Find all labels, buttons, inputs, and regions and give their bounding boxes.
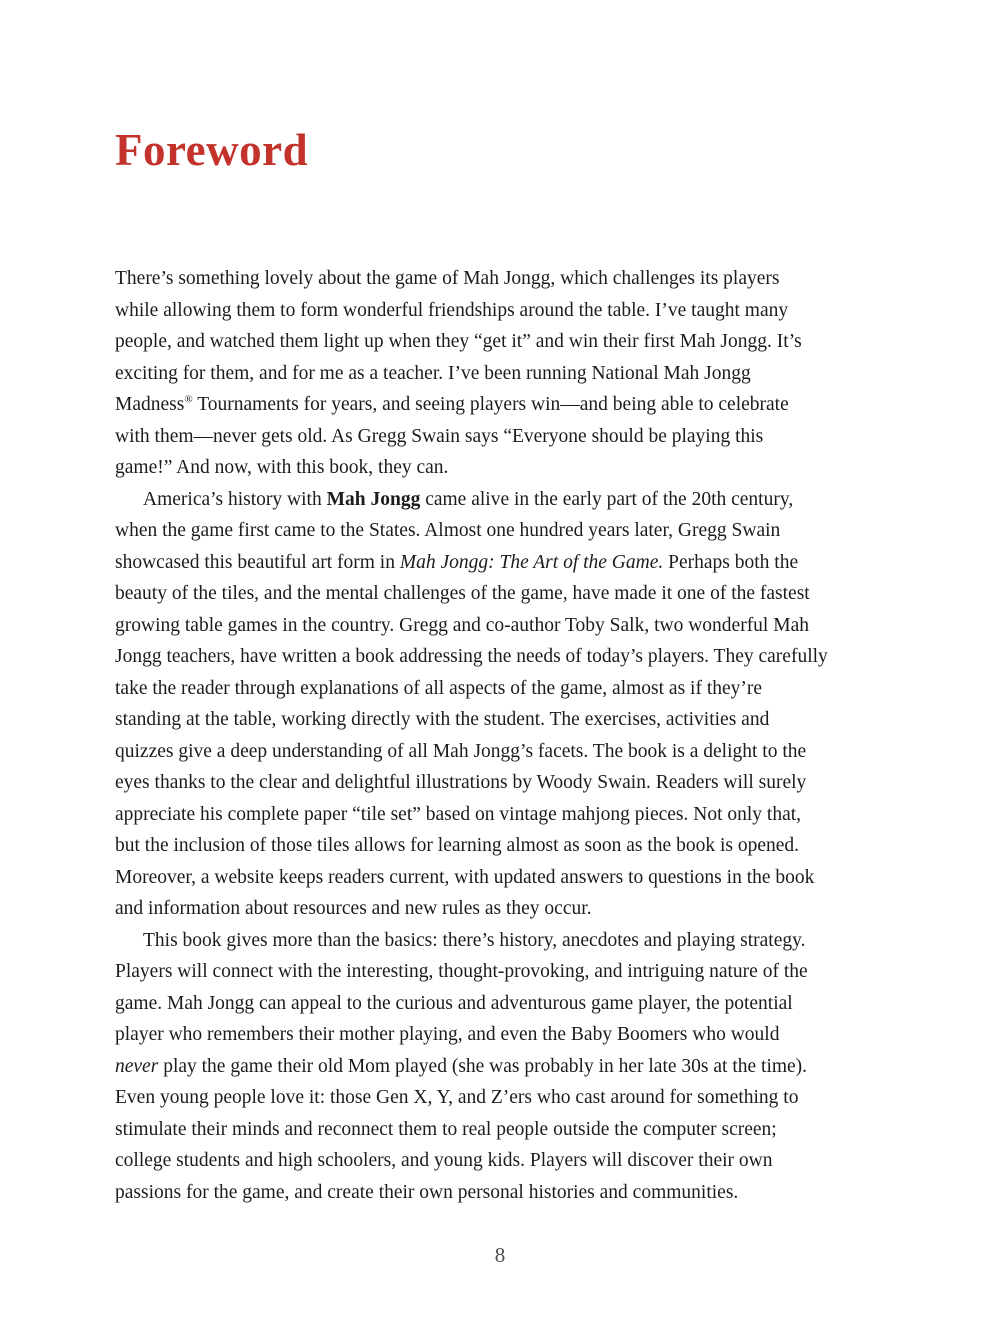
text-line: beauty of the tiles, and the mental challenges of the game, have made it one of the fastest: [115, 583, 810, 604]
text-line: take the reader through explanations of all aspects of the game, almost as if they’re: [115, 677, 763, 699]
text-line: and information about resources and new rules as they occur.: [115, 898, 592, 919]
page-title: Foreword: [115, 125, 309, 175]
text-line: people, and watched them light up when they “get it” and win their first Mah Jongg. It’s: [115, 331, 802, 352]
page-number: 8: [494, 1243, 506, 1267]
text-line: There’s something lovely about the game of Mah Jongg, which challenges its players: [115, 268, 780, 289]
text-line: Moreover, a website keeps readers current, with updated answers to questions in the book: [115, 866, 815, 888]
text-line: growing table games in the country. Gregg and co-author Toby Salk, two wonderful Mah: [115, 614, 809, 636]
text-line: when the game first came to the States. Almost one hundred years later, Gregg Swain: [115, 520, 781, 541]
text-line: Players will connect with the interesting, thought-provoking, and intriguing nature of the: [115, 961, 808, 982]
text-line: standing at the table, working directly with the student. The exercises, activities and: [115, 709, 770, 730]
text-line: quizzes give a deep understanding of all Mah Jongg’s facets. The book is a delight to the: [115, 740, 807, 762]
text-line: game!” And now, with this book, they can.: [115, 457, 449, 478]
text-line: America’s history with Mah Jongg came alive in the early part of the 20th century,: [143, 488, 794, 510]
text-line: stimulate their minds and reconnect them to real people outside the computer screen;: [115, 1118, 777, 1140]
text-line: game. Mah Jongg can appeal to the curious and adventurous game player, the potential: [115, 992, 793, 1014]
text-line: player who remembers their mother playing, and even the Baby Boomers who would: [115, 1024, 780, 1045]
text-line: college students and high schoolers, and young kids. Players will discover their own: [115, 1150, 773, 1171]
text-line: while allowing them to form wonderful friendships around the table. I’ve taught many: [115, 299, 789, 321]
text-line: This book gives more than the basics: there’s history, anecdotes and playing strategy.: [143, 929, 806, 951]
text-line: eyes thanks to the clear and delightful illustrations by Woody Swain. Readers will surely: [115, 772, 807, 793]
text-line: but the inclusion of those tiles allows for learning almost as soon as the book is opened.: [115, 835, 800, 856]
text-line: showcased this beautiful art form in Mah Jongg: The Art of the Game. Perhaps both the: [115, 551, 799, 573]
body-text: [115, 263, 900, 1208]
text-line: passions for the game, and create their own personal histories and communities.: [115, 1181, 739, 1203]
text-line: never play the game their old Mom played (she was probably in her late 30s at the time).: [115, 1055, 808, 1077]
text-line: Even young people love it: those Gen X, Y, and Z’ers who cast around for something to: [115, 1087, 799, 1108]
text-line: appreciate his complete paper “tile set” based on vintage mahjong pieces. Not only that,: [115, 803, 802, 825]
text-line: exciting for them, and for me as a teacher. I’ve been running National Mah Jongg: [115, 362, 751, 384]
text-line: Madness® Tournaments for years, and seeing players win—and being able to celebrate: [115, 393, 789, 415]
text-line: with them—never gets old. As Gregg Swain says “Everyone should be playing this: [115, 425, 764, 447]
text-line: Jongg teachers, have written a book addressing the needs of today’s players. They carefully: [115, 646, 828, 667]
